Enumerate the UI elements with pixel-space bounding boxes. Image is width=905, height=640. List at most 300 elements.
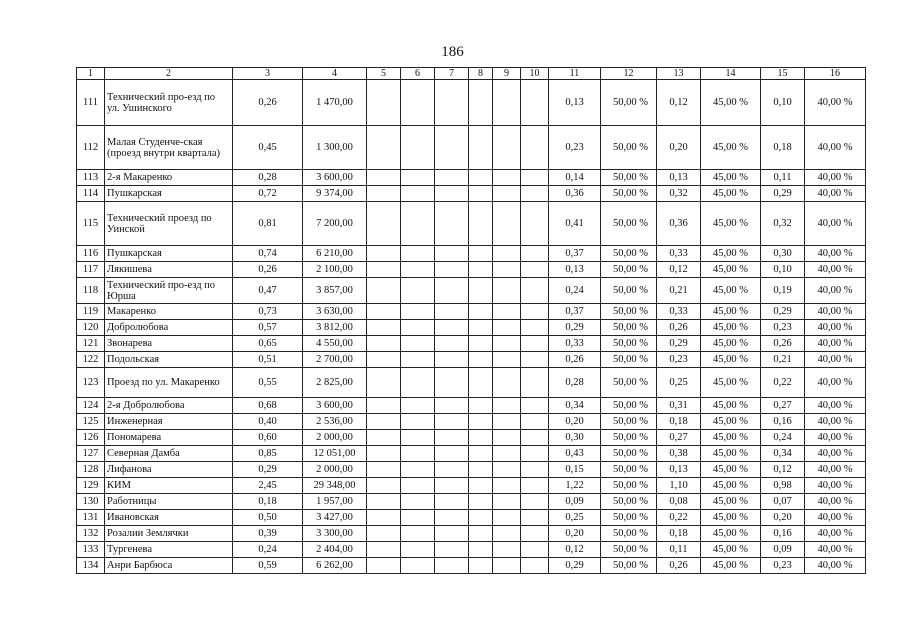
row-number: 118 (77, 278, 105, 304)
empty-cell (367, 542, 401, 558)
table-row (77, 320, 866, 336)
value-40: 0,12 (761, 462, 805, 478)
value-40: 0,98 (761, 478, 805, 494)
empty-cell (493, 558, 521, 574)
street-name: Технический проезд по Уинской (105, 202, 233, 246)
percent-40: 40,00 % (805, 352, 866, 368)
length-km: 0,55 (233, 368, 303, 398)
length-km: 0,74 (233, 246, 303, 262)
empty-cell (521, 494, 549, 510)
empty-cell (367, 126, 401, 170)
empty-cell (521, 336, 549, 352)
row-number: 112 (77, 126, 105, 170)
empty-cell (469, 542, 493, 558)
empty-cell (367, 526, 401, 542)
empty-cell (367, 336, 401, 352)
header-cell: 8 (469, 68, 493, 80)
percent-40: 40,00 % (805, 558, 866, 574)
percent-40: 40,00 % (805, 494, 866, 510)
value-45: 0,18 (657, 526, 701, 542)
table-row (77, 558, 866, 574)
empty-cell (435, 368, 469, 398)
percent-40: 40,00 % (805, 526, 866, 542)
empty-cell (401, 262, 435, 278)
empty-cell (401, 186, 435, 202)
empty-cell (521, 414, 549, 430)
percent-50: 50,00 % (601, 80, 657, 126)
row-number: 134 (77, 558, 105, 574)
value-40: 0,09 (761, 542, 805, 558)
header-cell: 6 (401, 68, 435, 80)
table-row (77, 246, 866, 262)
empty-cell (367, 278, 401, 304)
empty-cell (469, 430, 493, 446)
value-40: 0,34 (761, 446, 805, 462)
percent-45: 45,00 % (701, 336, 761, 352)
value-45: 0,21 (657, 278, 701, 304)
empty-cell (521, 320, 549, 336)
street-name: Пономарева (105, 430, 233, 446)
percent-45: 45,00 % (701, 126, 761, 170)
value-45: 0,31 (657, 398, 701, 414)
percent-45: 45,00 % (701, 320, 761, 336)
empty-cell (435, 278, 469, 304)
value-50: 0,13 (549, 80, 601, 126)
empty-cell (435, 478, 469, 494)
header-cell: 3 (233, 68, 303, 80)
header-cell: 15 (761, 68, 805, 80)
empty-cell (521, 80, 549, 126)
length-km: 0,26 (233, 262, 303, 278)
data-table (76, 67, 866, 574)
empty-cell (493, 462, 521, 478)
empty-cell (401, 126, 435, 170)
table-row (77, 526, 866, 542)
empty-cell (401, 320, 435, 336)
empty-cell (469, 202, 493, 246)
row-number: 120 (77, 320, 105, 336)
empty-cell (401, 336, 435, 352)
empty-cell (367, 246, 401, 262)
street-name: Малая Студенче-ская (проезд внутри квартала) (105, 126, 233, 170)
table-row (77, 352, 866, 368)
length-km: 0,50 (233, 510, 303, 526)
value-40: 0,26 (761, 336, 805, 352)
value-50: 0,13 (549, 262, 601, 278)
empty-cell (469, 446, 493, 462)
empty-cell (367, 304, 401, 320)
percent-50: 50,00 % (601, 510, 657, 526)
value-45: 0,08 (657, 494, 701, 510)
empty-cell (367, 414, 401, 430)
empty-cell (521, 304, 549, 320)
value-50: 0,29 (549, 320, 601, 336)
empty-cell (401, 526, 435, 542)
empty-cell (401, 304, 435, 320)
empty-cell (401, 398, 435, 414)
empty-cell (521, 278, 549, 304)
value-40: 0,18 (761, 126, 805, 170)
length-km: 0,57 (233, 320, 303, 336)
value-45: 0,23 (657, 352, 701, 368)
empty-cell (521, 478, 549, 494)
area-sqm: 1 300,00 (303, 126, 367, 170)
percent-50: 50,00 % (601, 462, 657, 478)
empty-cell (401, 462, 435, 478)
percent-40: 40,00 % (805, 202, 866, 246)
table-row (77, 462, 866, 478)
table-row (77, 170, 866, 186)
empty-cell (493, 336, 521, 352)
percent-40: 40,00 % (805, 414, 866, 430)
length-km: 0,85 (233, 446, 303, 462)
empty-cell (469, 526, 493, 542)
row-number: 121 (77, 336, 105, 352)
percent-50: 50,00 % (601, 336, 657, 352)
empty-cell (493, 278, 521, 304)
percent-45: 45,00 % (701, 430, 761, 446)
empty-cell (367, 494, 401, 510)
header-cell: 10 (521, 68, 549, 80)
empty-cell (493, 526, 521, 542)
area-sqm: 29 348,00 (303, 478, 367, 494)
street-name: Подольская (105, 352, 233, 368)
table-row (77, 80, 866, 126)
empty-cell (493, 414, 521, 430)
percent-40: 40,00 % (805, 320, 866, 336)
area-sqm: 3 300,00 (303, 526, 367, 542)
empty-cell (521, 526, 549, 542)
empty-cell (435, 526, 469, 542)
area-sqm: 7 200,00 (303, 202, 367, 246)
area-sqm: 3 600,00 (303, 170, 367, 186)
value-50: 0,37 (549, 304, 601, 320)
empty-cell (401, 352, 435, 368)
empty-cell (521, 430, 549, 446)
percent-40: 40,00 % (805, 510, 866, 526)
street-name: КИМ (105, 478, 233, 494)
empty-cell (435, 304, 469, 320)
header-cell: 2 (105, 68, 233, 80)
value-45: 0,33 (657, 304, 701, 320)
percent-40: 40,00 % (805, 478, 866, 494)
empty-cell (469, 462, 493, 478)
empty-cell (493, 304, 521, 320)
empty-cell (435, 542, 469, 558)
value-45: 0,13 (657, 170, 701, 186)
percent-40: 40,00 % (805, 246, 866, 262)
row-number: 133 (77, 542, 105, 558)
value-40: 0,23 (761, 558, 805, 574)
percent-50: 50,00 % (601, 320, 657, 336)
street-name: Анри Барбюса (105, 558, 233, 574)
empty-cell (367, 170, 401, 186)
street-name: Северная Дамба (105, 446, 233, 462)
header-cell: 4 (303, 68, 367, 80)
value-50: 0,15 (549, 462, 601, 478)
street-name: Макаренко (105, 304, 233, 320)
percent-40: 40,00 % (805, 542, 866, 558)
header-cell: 11 (549, 68, 601, 80)
row-number: 116 (77, 246, 105, 262)
empty-cell (521, 262, 549, 278)
empty-cell (401, 478, 435, 494)
empty-cell (401, 202, 435, 246)
row-number: 122 (77, 352, 105, 368)
value-45: 0,33 (657, 246, 701, 262)
empty-cell (435, 320, 469, 336)
street-name: Пушкарская (105, 246, 233, 262)
area-sqm: 2 536,00 (303, 414, 367, 430)
percent-40: 40,00 % (805, 170, 866, 186)
empty-cell (367, 352, 401, 368)
empty-cell (493, 494, 521, 510)
header-cell: 1 (77, 68, 105, 80)
length-km: 0,24 (233, 542, 303, 558)
percent-45: 45,00 % (701, 462, 761, 478)
value-40: 0,07 (761, 494, 805, 510)
length-km: 0,81 (233, 202, 303, 246)
value-40: 0,23 (761, 320, 805, 336)
value-50: 0,20 (549, 414, 601, 430)
empty-cell (469, 368, 493, 398)
percent-50: 50,00 % (601, 170, 657, 186)
empty-cell (493, 170, 521, 186)
area-sqm: 3 812,00 (303, 320, 367, 336)
empty-cell (493, 510, 521, 526)
area-sqm: 2 100,00 (303, 262, 367, 278)
percent-45: 45,00 % (701, 186, 761, 202)
percent-50: 50,00 % (601, 352, 657, 368)
row-number: 124 (77, 398, 105, 414)
empty-cell (401, 80, 435, 126)
percent-50: 50,00 % (601, 478, 657, 494)
percent-40: 40,00 % (805, 446, 866, 462)
value-50: 0,26 (549, 352, 601, 368)
length-km: 0,60 (233, 430, 303, 446)
empty-cell (493, 202, 521, 246)
street-name: Лякишева (105, 262, 233, 278)
area-sqm: 3 857,00 (303, 278, 367, 304)
street-name: Инженерная (105, 414, 233, 430)
length-km: 0,73 (233, 304, 303, 320)
value-50: 0,20 (549, 526, 601, 542)
empty-cell (435, 246, 469, 262)
header-cell: 7 (435, 68, 469, 80)
empty-cell (493, 542, 521, 558)
row-number: 117 (77, 262, 105, 278)
empty-cell (469, 170, 493, 186)
empty-cell (367, 202, 401, 246)
empty-cell (435, 336, 469, 352)
value-50: 1,22 (549, 478, 601, 494)
table-row (77, 336, 866, 352)
empty-cell (435, 414, 469, 430)
value-40: 0,21 (761, 352, 805, 368)
table-row (77, 304, 866, 320)
length-km: 0,18 (233, 494, 303, 510)
percent-50: 50,00 % (601, 186, 657, 202)
empty-cell (401, 170, 435, 186)
percent-50: 50,00 % (601, 368, 657, 398)
empty-cell (469, 510, 493, 526)
percent-40: 40,00 % (805, 304, 866, 320)
header-cell: 16 (805, 68, 866, 80)
area-sqm: 1 957,00 (303, 494, 367, 510)
percent-50: 50,00 % (601, 430, 657, 446)
percent-50: 50,00 % (601, 558, 657, 574)
empty-cell (521, 510, 549, 526)
empty-cell (435, 126, 469, 170)
length-km: 0,26 (233, 80, 303, 126)
value-50: 0,41 (549, 202, 601, 246)
area-sqm: 6 262,00 (303, 558, 367, 574)
empty-cell (521, 126, 549, 170)
street-name: Проезд по ул. Макаренко (105, 368, 233, 398)
percent-45: 45,00 % (701, 542, 761, 558)
percent-40: 40,00 % (805, 398, 866, 414)
percent-50: 50,00 % (601, 202, 657, 246)
row-number: 115 (77, 202, 105, 246)
empty-cell (469, 414, 493, 430)
row-number: 119 (77, 304, 105, 320)
table-row (77, 186, 866, 202)
value-45: 0,26 (657, 558, 701, 574)
header-cell: 12 (601, 68, 657, 80)
row-number: 132 (77, 526, 105, 542)
percent-40: 40,00 % (805, 80, 866, 126)
percent-45: 45,00 % (701, 368, 761, 398)
row-number: 131 (77, 510, 105, 526)
value-40: 0,11 (761, 170, 805, 186)
empty-cell (521, 558, 549, 574)
empty-cell (435, 186, 469, 202)
area-sqm: 3 427,00 (303, 510, 367, 526)
percent-50: 50,00 % (601, 398, 657, 414)
empty-cell (435, 170, 469, 186)
area-sqm: 2 404,00 (303, 542, 367, 558)
value-45: 0,12 (657, 80, 701, 126)
empty-cell (367, 186, 401, 202)
value-50: 0,34 (549, 398, 601, 414)
value-40: 0,29 (761, 186, 805, 202)
empty-cell (469, 558, 493, 574)
value-40: 0,10 (761, 80, 805, 126)
length-km: 0,39 (233, 526, 303, 542)
length-km: 0,51 (233, 352, 303, 368)
value-40: 0,30 (761, 246, 805, 262)
area-sqm: 9 374,00 (303, 186, 367, 202)
value-45: 0,26 (657, 320, 701, 336)
empty-cell (493, 246, 521, 262)
percent-50: 50,00 % (601, 304, 657, 320)
empty-cell (493, 352, 521, 368)
empty-cell (401, 542, 435, 558)
area-sqm: 6 210,00 (303, 246, 367, 262)
empty-cell (469, 80, 493, 126)
value-45: 0,32 (657, 186, 701, 202)
table-row (77, 510, 866, 526)
empty-cell (367, 398, 401, 414)
value-40: 0,22 (761, 368, 805, 398)
value-45: 0,38 (657, 446, 701, 462)
percent-50: 50,00 % (601, 446, 657, 462)
percent-45: 45,00 % (701, 80, 761, 126)
percent-50: 50,00 % (601, 414, 657, 430)
area-sqm: 2 000,00 (303, 462, 367, 478)
empty-cell (435, 462, 469, 478)
empty-cell (367, 262, 401, 278)
table-row (77, 398, 866, 414)
empty-cell (401, 510, 435, 526)
value-45: 0,22 (657, 510, 701, 526)
percent-40: 40,00 % (805, 186, 866, 202)
row-number: 111 (77, 80, 105, 126)
empty-cell (521, 246, 549, 262)
value-50: 0,28 (549, 368, 601, 398)
empty-cell (435, 352, 469, 368)
empty-cell (469, 278, 493, 304)
street-name: Розалии Землячки (105, 526, 233, 542)
length-km: 0,29 (233, 462, 303, 478)
percent-50: 50,00 % (601, 494, 657, 510)
percent-40: 40,00 % (805, 126, 866, 170)
street-name: 2-я Добролюбова (105, 398, 233, 414)
percent-40: 40,00 % (805, 368, 866, 398)
street-name: Ивановская (105, 510, 233, 526)
length-km: 0,59 (233, 558, 303, 574)
empty-cell (435, 494, 469, 510)
percent-50: 50,00 % (601, 126, 657, 170)
percent-45: 45,00 % (701, 446, 761, 462)
empty-cell (493, 320, 521, 336)
value-40: 0,32 (761, 202, 805, 246)
value-45: 0,29 (657, 336, 701, 352)
table-row (77, 446, 866, 462)
empty-cell (493, 430, 521, 446)
empty-cell (435, 446, 469, 462)
value-45: 0,13 (657, 462, 701, 478)
percent-45: 45,00 % (701, 278, 761, 304)
empty-cell (401, 368, 435, 398)
percent-45: 45,00 % (701, 352, 761, 368)
table-row (77, 478, 866, 494)
value-45: 0,36 (657, 202, 701, 246)
value-50: 0,30 (549, 430, 601, 446)
row-number: 113 (77, 170, 105, 186)
empty-cell (493, 398, 521, 414)
empty-cell (521, 170, 549, 186)
empty-cell (367, 430, 401, 446)
value-45: 0,11 (657, 542, 701, 558)
percent-40: 40,00 % (805, 462, 866, 478)
street-name: Технический про-езд по Юрша (105, 278, 233, 304)
empty-cell (401, 430, 435, 446)
empty-cell (435, 558, 469, 574)
area-sqm: 12 051,00 (303, 446, 367, 462)
empty-cell (435, 80, 469, 126)
area-sqm: 4 550,00 (303, 336, 367, 352)
header-cell: 9 (493, 68, 521, 80)
empty-cell (493, 186, 521, 202)
length-km: 0,47 (233, 278, 303, 304)
row-number: 128 (77, 462, 105, 478)
empty-cell (401, 246, 435, 262)
percent-40: 40,00 % (805, 430, 866, 446)
empty-cell (435, 430, 469, 446)
table-row (77, 414, 866, 430)
street-name: Звонарева (105, 336, 233, 352)
